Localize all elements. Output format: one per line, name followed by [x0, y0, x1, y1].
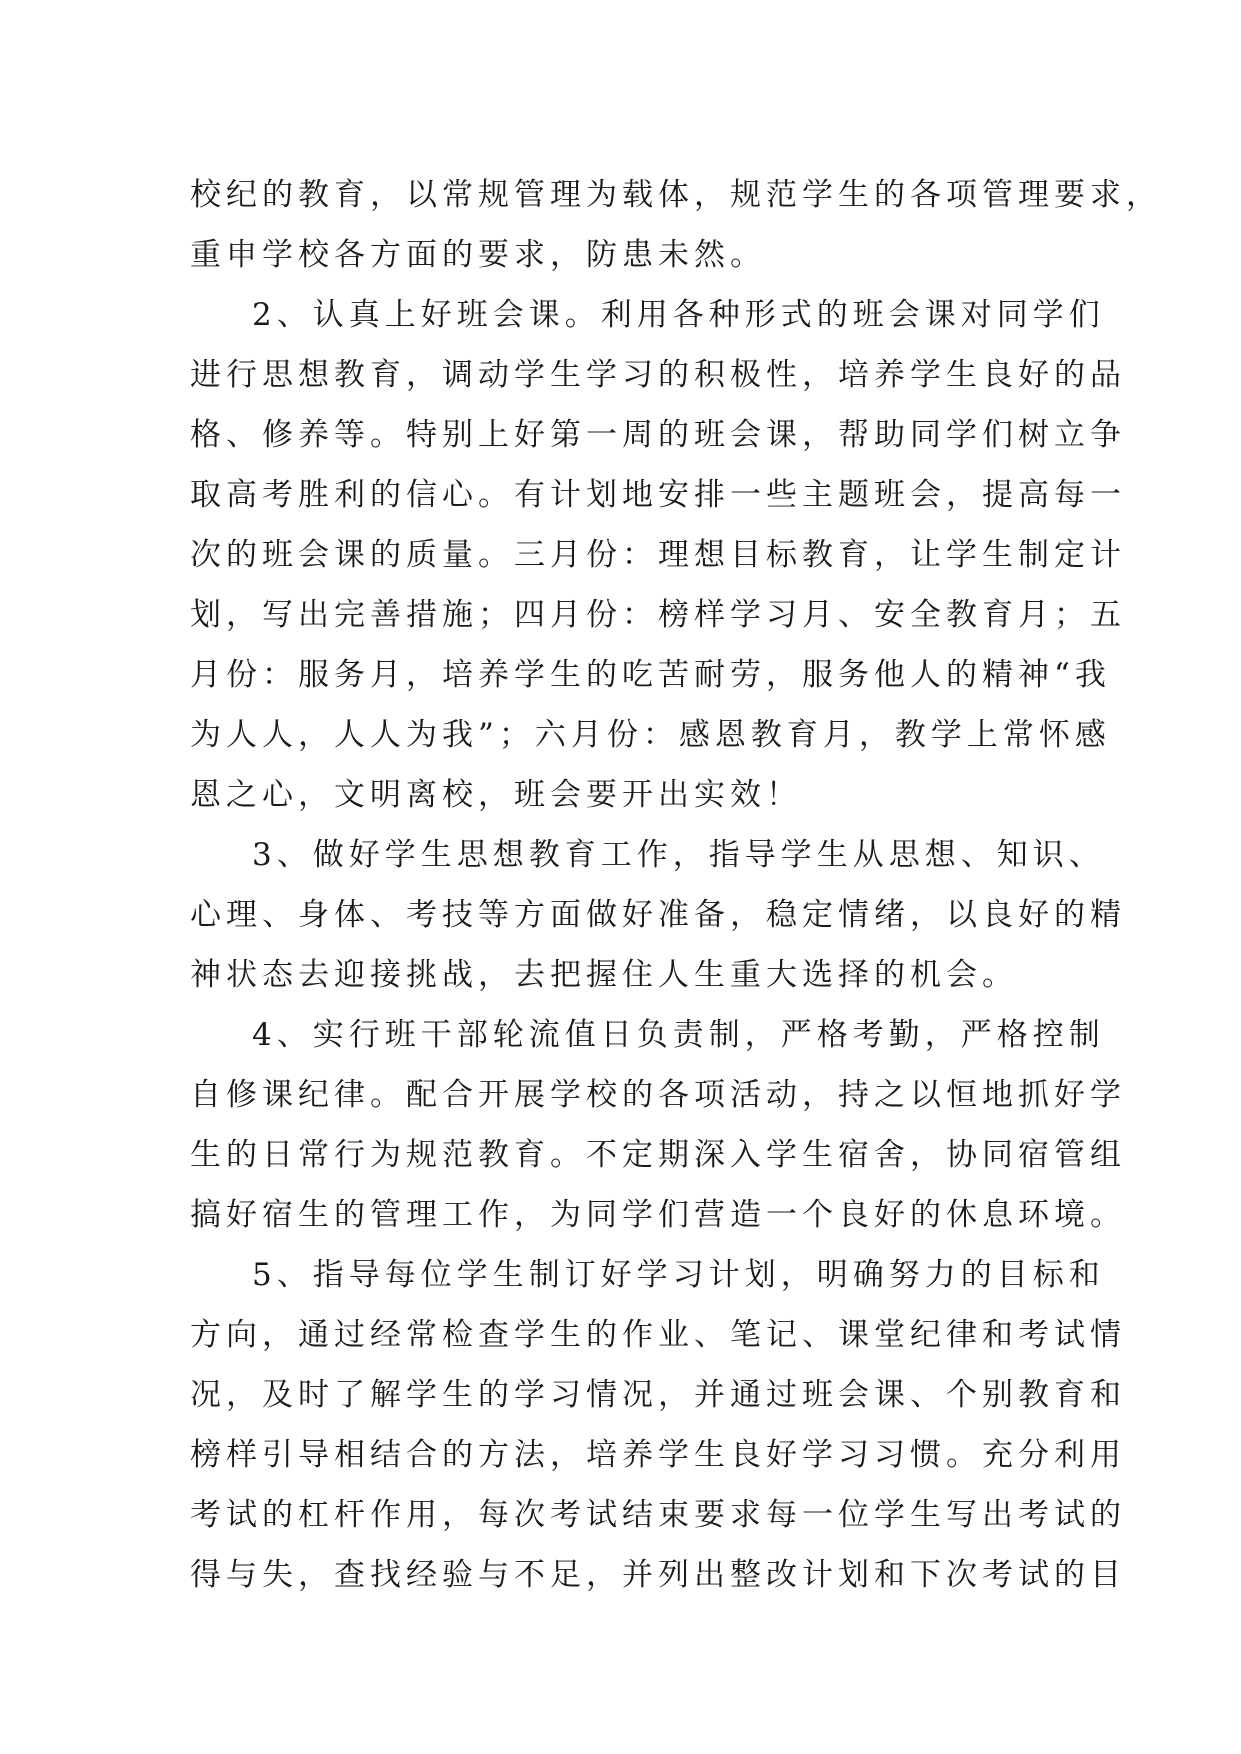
text-line: 月份：服务月，培养学生的吃苦耐劳，服务他人的精神“我: [190, 657, 1111, 693]
text-line: 生的日常行为规范教育。不定期深入学生宿舍，协同宿管组: [190, 1137, 1126, 1173]
text-line: 自修课纪律。配合开展学校的各项活动，持之以恒地抓好学: [190, 1077, 1126, 1113]
text-line: 格、修养等。特别上好第一周的班会课，帮助同学们树立争: [190, 417, 1126, 453]
text-line: 心理、身体、考技等方面做好准备，稳定情绪，以良好的精: [190, 897, 1126, 933]
text-line: 划，写出完善措施；四月份：榜样学习月、安全教育月；五: [190, 597, 1126, 633]
text-line: 搞好宿生的管理工作，为同学们营造一个良好的休息环境。: [190, 1197, 1126, 1233]
text-line: 重申学校各方面的要求，防患未然。: [190, 237, 766, 273]
paragraph-start-line: 5、指导每位学生制订好学习计划，明确努力的目标和: [252, 1257, 1105, 1293]
text-line: 进行思想教育，调动学生学习的积极性，培养学生良好的品: [190, 357, 1126, 393]
paragraph-start-line: 4、实行班干部轮流值日负责制，严格考勤，严格控制: [252, 1017, 1105, 1053]
text-line: 神状态去迎接挑战，去把握住人生重大选择的机会。: [190, 957, 1018, 993]
body-text: [190, 165, 1162, 1605]
paragraph-start-line: 2、认真上好班会课。利用各种形式的班会课对同学们: [252, 297, 1105, 333]
text-line: 校纪的教育，以常规管理为载体，规范学生的各项管理要求，: [190, 177, 1162, 213]
text-line: 况，及时了解学生的学习情况，并通过班会课、个别教育和: [190, 1377, 1126, 1413]
text-line: 方向，通过经常检查学生的作业、笔记、课堂纪律和考试情: [190, 1317, 1126, 1353]
text-line: 考试的杠杆作用，每次考试结束要求每一位学生写出考试的: [190, 1497, 1126, 1533]
text-line: 为人人，人人为我”；六月份：感恩教育月，教学上常怀感: [190, 717, 1111, 753]
text-line: 得与失，查找经验与不足，并列出整改计划和下次考试的目: [190, 1557, 1126, 1593]
text-line: 恩之心，文明离校，班会要开出实效！: [190, 777, 802, 813]
text-line: 榜样引导相结合的方法，培养学生良好学习习惯。充分利用: [190, 1437, 1126, 1473]
text-line: 取高考胜利的信心。有计划地安排一些主题班会，提高每一: [190, 477, 1126, 513]
paragraph-start-line: 3、做好学生思想教育工作，指导学生从思想、知识、: [252, 837, 1105, 873]
text-line: 次的班会课的质量。三月份：理想目标教育，让学生制定计: [190, 537, 1126, 573]
